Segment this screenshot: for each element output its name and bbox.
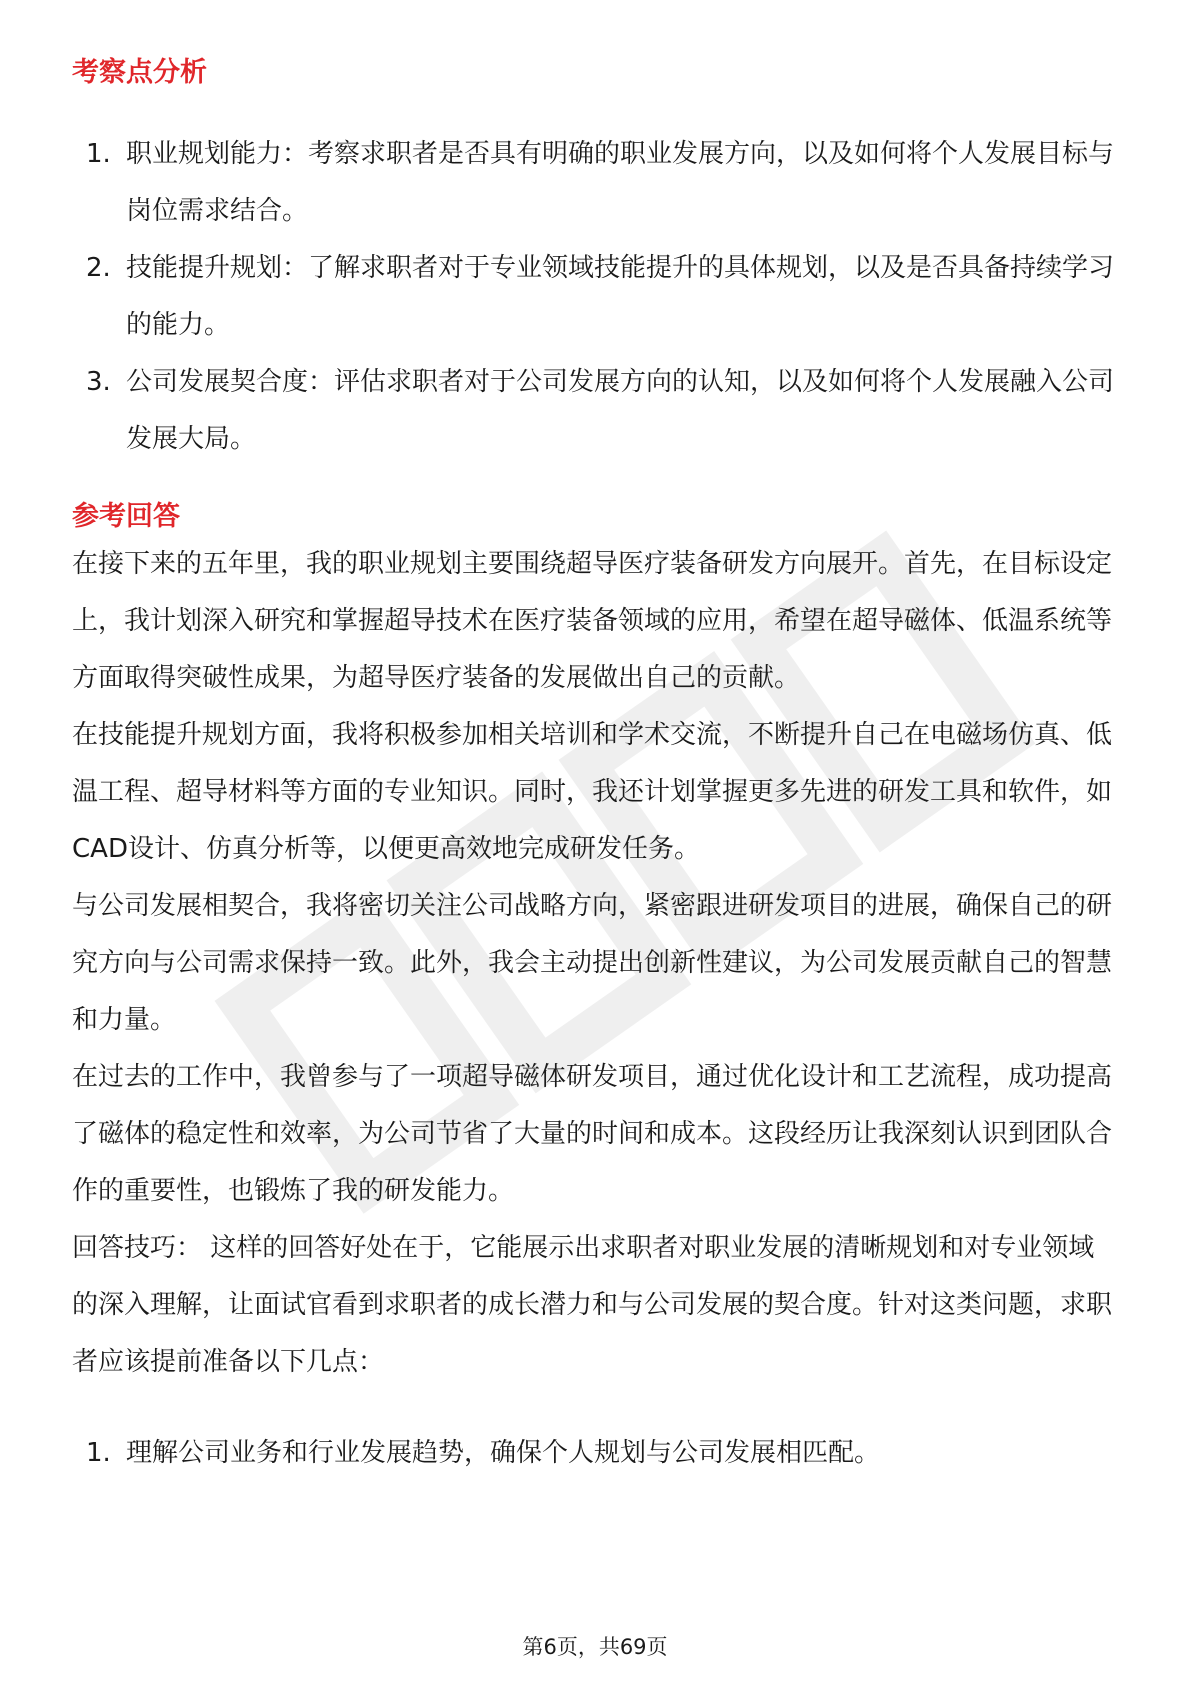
analysis-list [72, 126, 1118, 468]
list-item-text: 职业规划能力：考察求职者是否具有明确的职业发展方向，以及如何将个人发展目标与岗位需求结合。 [126, 139, 1115, 226]
section-title-analysis: 考察点分析 [72, 57, 207, 88]
answer-paragraph: 在接下来的五年里，我的职业规划主要围绕超导医疗装备研发方向展开。首先，在目标设定上，我计划深入研究和掌握超导技术在医疗装备领域的应用，希望在超导磁体、低温系统等方面取得突破性成果，为超导医疗装备的发展做出自己的贡献。 [72, 549, 1113, 693]
answer-paragraph: 在过去的工作中，我曾参与了一项超导磁体研发项目，通过优化设计和工艺流程，成功提高了磁体的稳定性和效率，为公司节省了大量的时间和成本。这段经历让我深刻认识到团队合作的重要性，也锻炼了我的研发能力。 [72, 1062, 1113, 1206]
list-item-number: 1. [86, 1438, 111, 1468]
answer-tips-paragraph: 回答技巧： 这样的回答好处在于，它能展示出求职者对职业发展的清晰规划和对专业领域的深入理解，让面试官看到求职者的成长潜力和与公司发展的契合度。针对这类问题，求职者应该提前准备以下几点： [72, 1233, 1113, 1377]
answer-paragraph: 与公司发展相契合，我将密切关注公司战略方向，紧密跟进研发项目的进展，确保自己的研究方向与公司需求保持一致。此外，我会主动提出创新性建议，为公司发展贡献自己的智慧和力量。 [72, 891, 1113, 1035]
list-item-text: 理解公司业务和行业发展趋势，确保个人规划与公司发展相匹配。 [126, 1438, 881, 1468]
list-item-number: 3. [86, 367, 111, 397]
list-item-text: 公司发展契合度：评估求职者对于公司发展方向的认知，以及如何将个人发展融入公司发展大局。 [126, 367, 1115, 454]
answer-paragraph: 在技能提升规划方面，我将积极参加相关培训和学术交流，不断提升自己在电磁场仿真、低温工程、超导材料等方面的专业知识。同时，我还计划掌握更多先进的研发工具和软件，如CAD设计、仿真分析等，以便更高效地完成研发任务。 [72, 720, 1113, 864]
list-item-number: 1. [86, 139, 111, 169]
list-item-number: 2. [86, 253, 111, 283]
list-item [72, 1425, 1118, 1482]
content-area [72, 48, 1118, 1482]
section-title-reference-answer: 参考回答 [72, 501, 180, 532]
list-item [72, 354, 1118, 468]
tips-list [72, 1425, 1118, 1482]
list-item [72, 126, 1118, 240]
list-item-text: 技能提升规划：了解求职者对于专业领域技能提升的具体规划，以及是否具备持续学习的能力。 [126, 253, 1115, 340]
page-number: 第6页，共69页 [522, 1635, 668, 1659]
list-item [72, 240, 1118, 354]
